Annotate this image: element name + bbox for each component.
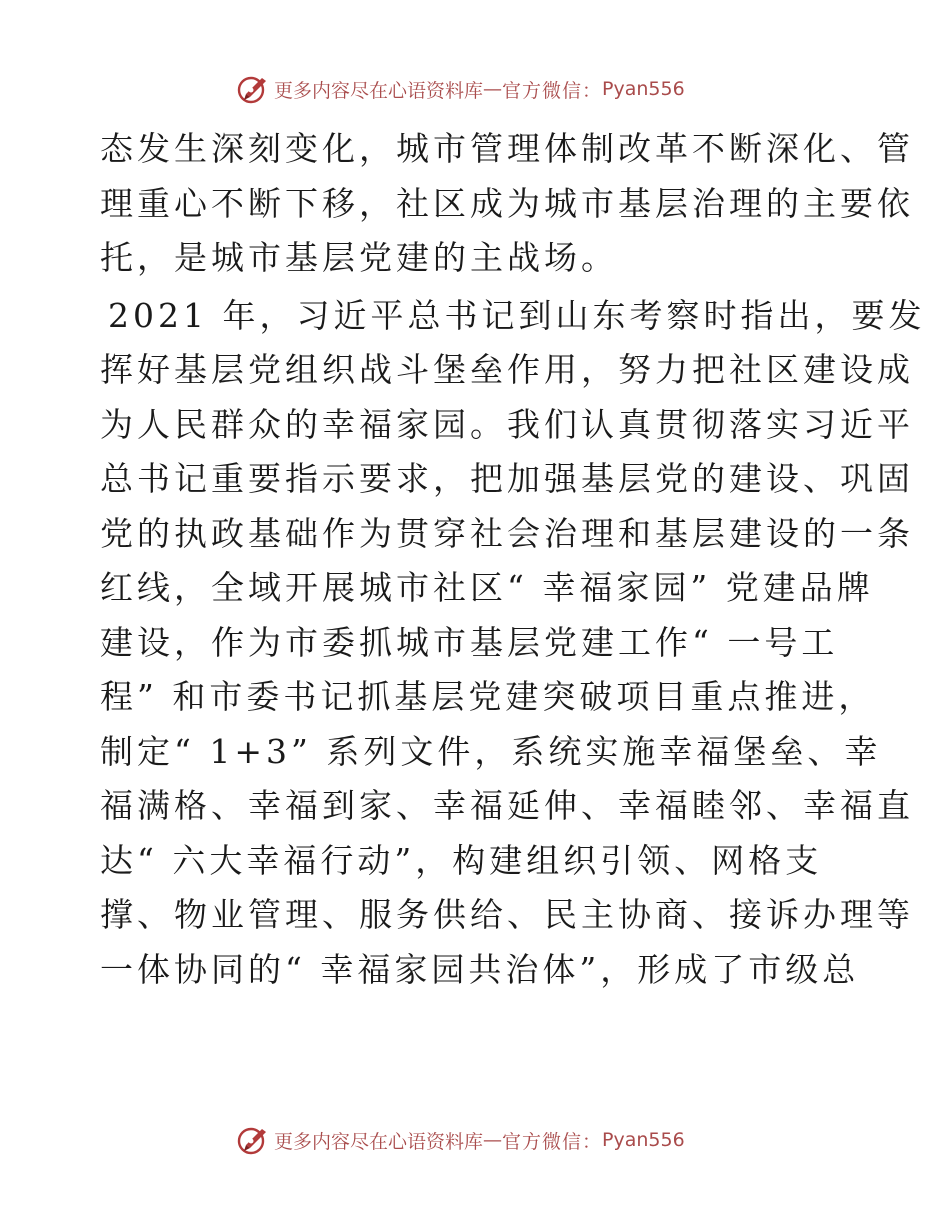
header-wechat-label: 官方微信：: [502, 79, 603, 102]
text-line: 福满格、幸福到家、幸福延伸、幸福睦邻、幸福直: [100, 786, 914, 825]
text-line: 态发生深刻变化，城市管理体制改革不断深化、管: [100, 129, 914, 168]
text-line: 2021 年，习近平总书记到山东考察时指出，要发: [108, 295, 926, 335]
text-line: 制定“ 1+3” 系列文件，系统实施幸福堡垒、幸: [100, 731, 882, 771]
text-line: 一体协同的“ 幸福家园共治体”，形成了市级总: [100, 949, 860, 989]
paragraph-2: [100, 289, 926, 998]
header-watermark-banner: [236, 72, 685, 106]
text-line: 挥好基层党组织战斗堡垒作用，努力把社区建设成: [100, 350, 914, 389]
text-line: 程” 和市委书记抓基层党建突破项目重点推进，: [100, 677, 876, 716]
text-line: 红线，全域开展城市社区“ 幸福家园” 党建品牌: [100, 568, 874, 607]
text-line: 撑、物业管理、服务供给、民主协商、接诉办理等: [100, 895, 914, 934]
text-line: 党的执政基础作为贯穿社会治理和基层建设的一条: [100, 513, 914, 553]
text-line: 总书记重要指示要求，把加强基层党的建设、巩固: [100, 459, 914, 498]
header-wechat-handle: Pyan556: [602, 78, 685, 100]
paragraph-1: [100, 122, 914, 286]
text-line: 理重心不断下移，社区成为城市基层治理的主要依: [100, 183, 914, 223]
text-line: 托，是城市基层党建的主战场。: [100, 238, 618, 277]
pen-logo-icon: [236, 72, 270, 106]
footer-site-text: 更多内容尽在心语资料库: [274, 1130, 484, 1153]
footer-separator: —: [483, 1129, 503, 1151]
header-separator: —: [483, 78, 503, 100]
pen-logo-icon: [236, 1123, 270, 1157]
body-text: [100, 122, 926, 997]
text-line: 为人民群众的幸福家园。我们认真贯彻落实习近平: [100, 404, 914, 444]
footer-watermark-banner: [236, 1123, 685, 1157]
text-line: 建设，作为市委抓城市基层党建工作“ 一号工: [100, 622, 839, 662]
header-site-text: 更多内容尽在心语资料库: [274, 79, 484, 102]
footer-wechat-label: 官方微信：: [502, 1130, 603, 1153]
text-line: 达“ 六大幸福行动”，构建组织引领、网格支: [100, 840, 823, 880]
footer-wechat-handle: Pyan556: [602, 1129, 685, 1151]
